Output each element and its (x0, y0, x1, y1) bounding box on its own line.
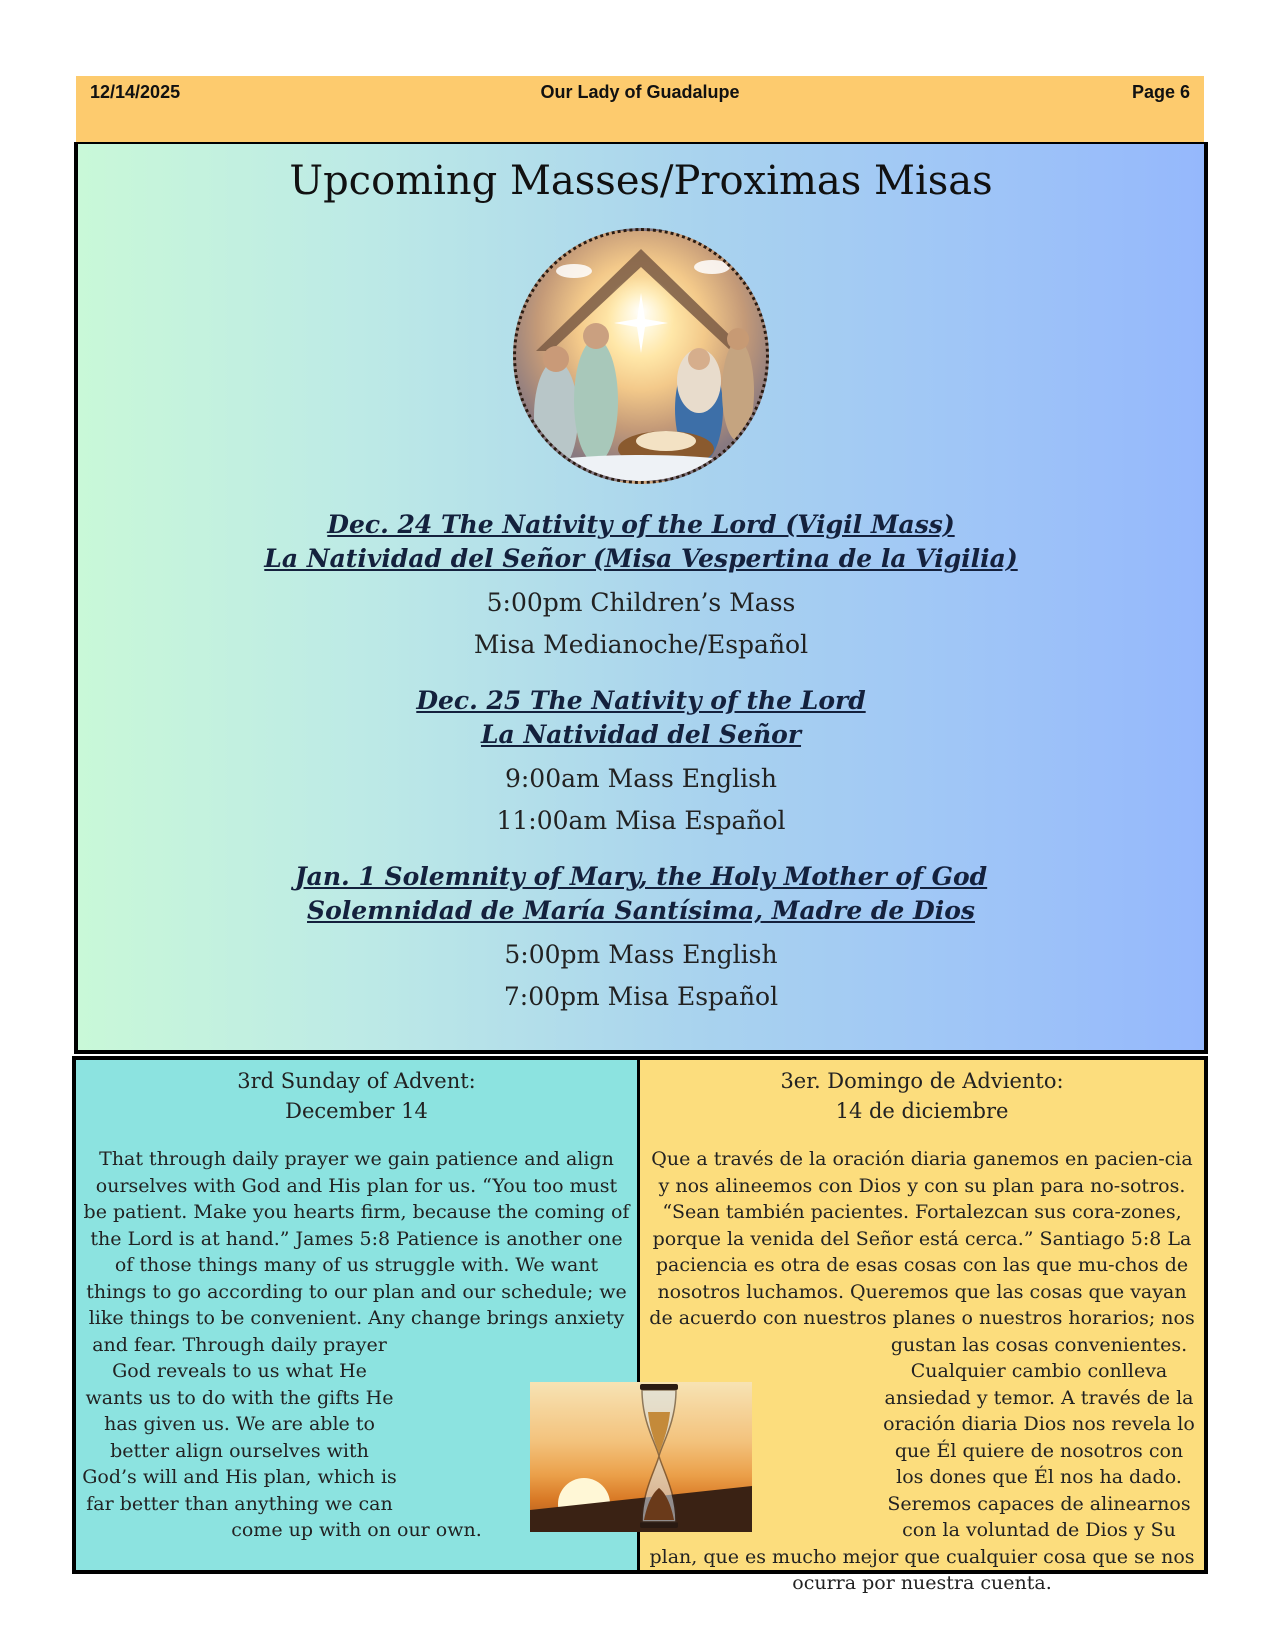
mass-time: 5:00pm Children’s Mass (486, 588, 796, 617)
mass-time: 5:00pm Mass English (504, 940, 778, 969)
section-title: Upcoming Masses/Proximas Misas (289, 158, 993, 204)
hourglass-illustration (530, 1382, 752, 1532)
mass-time: Misa Medianoche/Español (473, 630, 809, 659)
mass-block-dec24 (78, 508, 1204, 660)
mass-time: 9:00am Mass English (504, 764, 778, 793)
advent-body-en: That through daily prayer we gain patience and align ourselves with God and His plan for us. “You too must be patient. Make you hearts firm, because the coming of the Lord is at hand.” James 5:8 Patience is another one of those things many of us struggle with. We want things to go according to our plan and our schedule; we like things to be convenient. Any change brings anxiety and fear. Through daily prayer God reveals to us what He wants us to do with the gifts He has given us. We are able to better align ourselves with God’s will and His plan, which is far better than anything we can come up with on our own. (82, 1148, 630, 1541)
advent-heading-line: 3rd Sunday of Advent: (237, 1069, 476, 1093)
mass-time: 11:00am Misa Español (496, 806, 786, 835)
advent-body-es: Que a través de la oración diaria ganemos en pacien-cia y nos alineemos con Dios y con su plan para no-sotros. “Sean también pacientes. Fortalezcan sus cora-zones, porque la venida del Señor está cerca.” Santiago 5:8 La paciencia es otra de esas cosas con las que mu-chos de nosotros luchamos. Queremos que las cosas que vayan de acuerdo con nuestros planes o nuestros horarios; nos gustan las cosas convenientes. Cualquier cambio conlleva ansiedad y temor. A través de la oración diaria Dios nos revela lo que Él quiere de nosotros con los dones que Él nos ha dado. Seremos capaces de alinearnos con la voluntad de Dios y Su plan, que es mucho mejor que cualquier cosa que se nos ocurra por nuestra cuenta. (649, 1148, 1195, 1594)
nativity-illustration (516, 231, 766, 481)
header-date: 12/14/2025 (90, 82, 181, 102)
advent-heading-line: 14 de diciembre (835, 1099, 1009, 1123)
advent-heading-es (646, 1066, 1198, 1126)
hourglass-sunset-image (530, 1382, 752, 1532)
mass-block-jan1 (78, 860, 1204, 1012)
mass-title-es: Solemnidad de María Santísima, Madre de Dios (307, 896, 975, 925)
mass-title-es: La Natividad del Señor (Misa Vespertina de la Vigilia) (264, 544, 1018, 573)
header-page-number: Page 6 (1131, 82, 1190, 102)
advent-heading-line: December 14 (285, 1099, 428, 1123)
header-parish-name: Our Lady of Guadalupe (540, 82, 740, 102)
mass-title-en: Dec. 24 The Nativity of the Lord (Vigil Mass) (327, 510, 955, 539)
mass-title-en: Jan. 1 Solemnity of Mary, the Holy Mother of God (294, 862, 988, 891)
mass-block-dec25 (78, 684, 1204, 836)
nativity-image (513, 228, 769, 484)
mass-time: 7:00pm Misa Español (503, 982, 779, 1011)
mass-title-en: Dec. 25 The Nativity of the Lord (416, 686, 866, 715)
advent-heading-line: 3er. Domingo de Adviento: (780, 1069, 1064, 1093)
mass-title-es: La Natividad del Señor (480, 720, 802, 749)
upcoming-masses-section (74, 142, 1208, 1054)
advent-heading-en (82, 1066, 631, 1126)
page-header (76, 76, 1204, 142)
